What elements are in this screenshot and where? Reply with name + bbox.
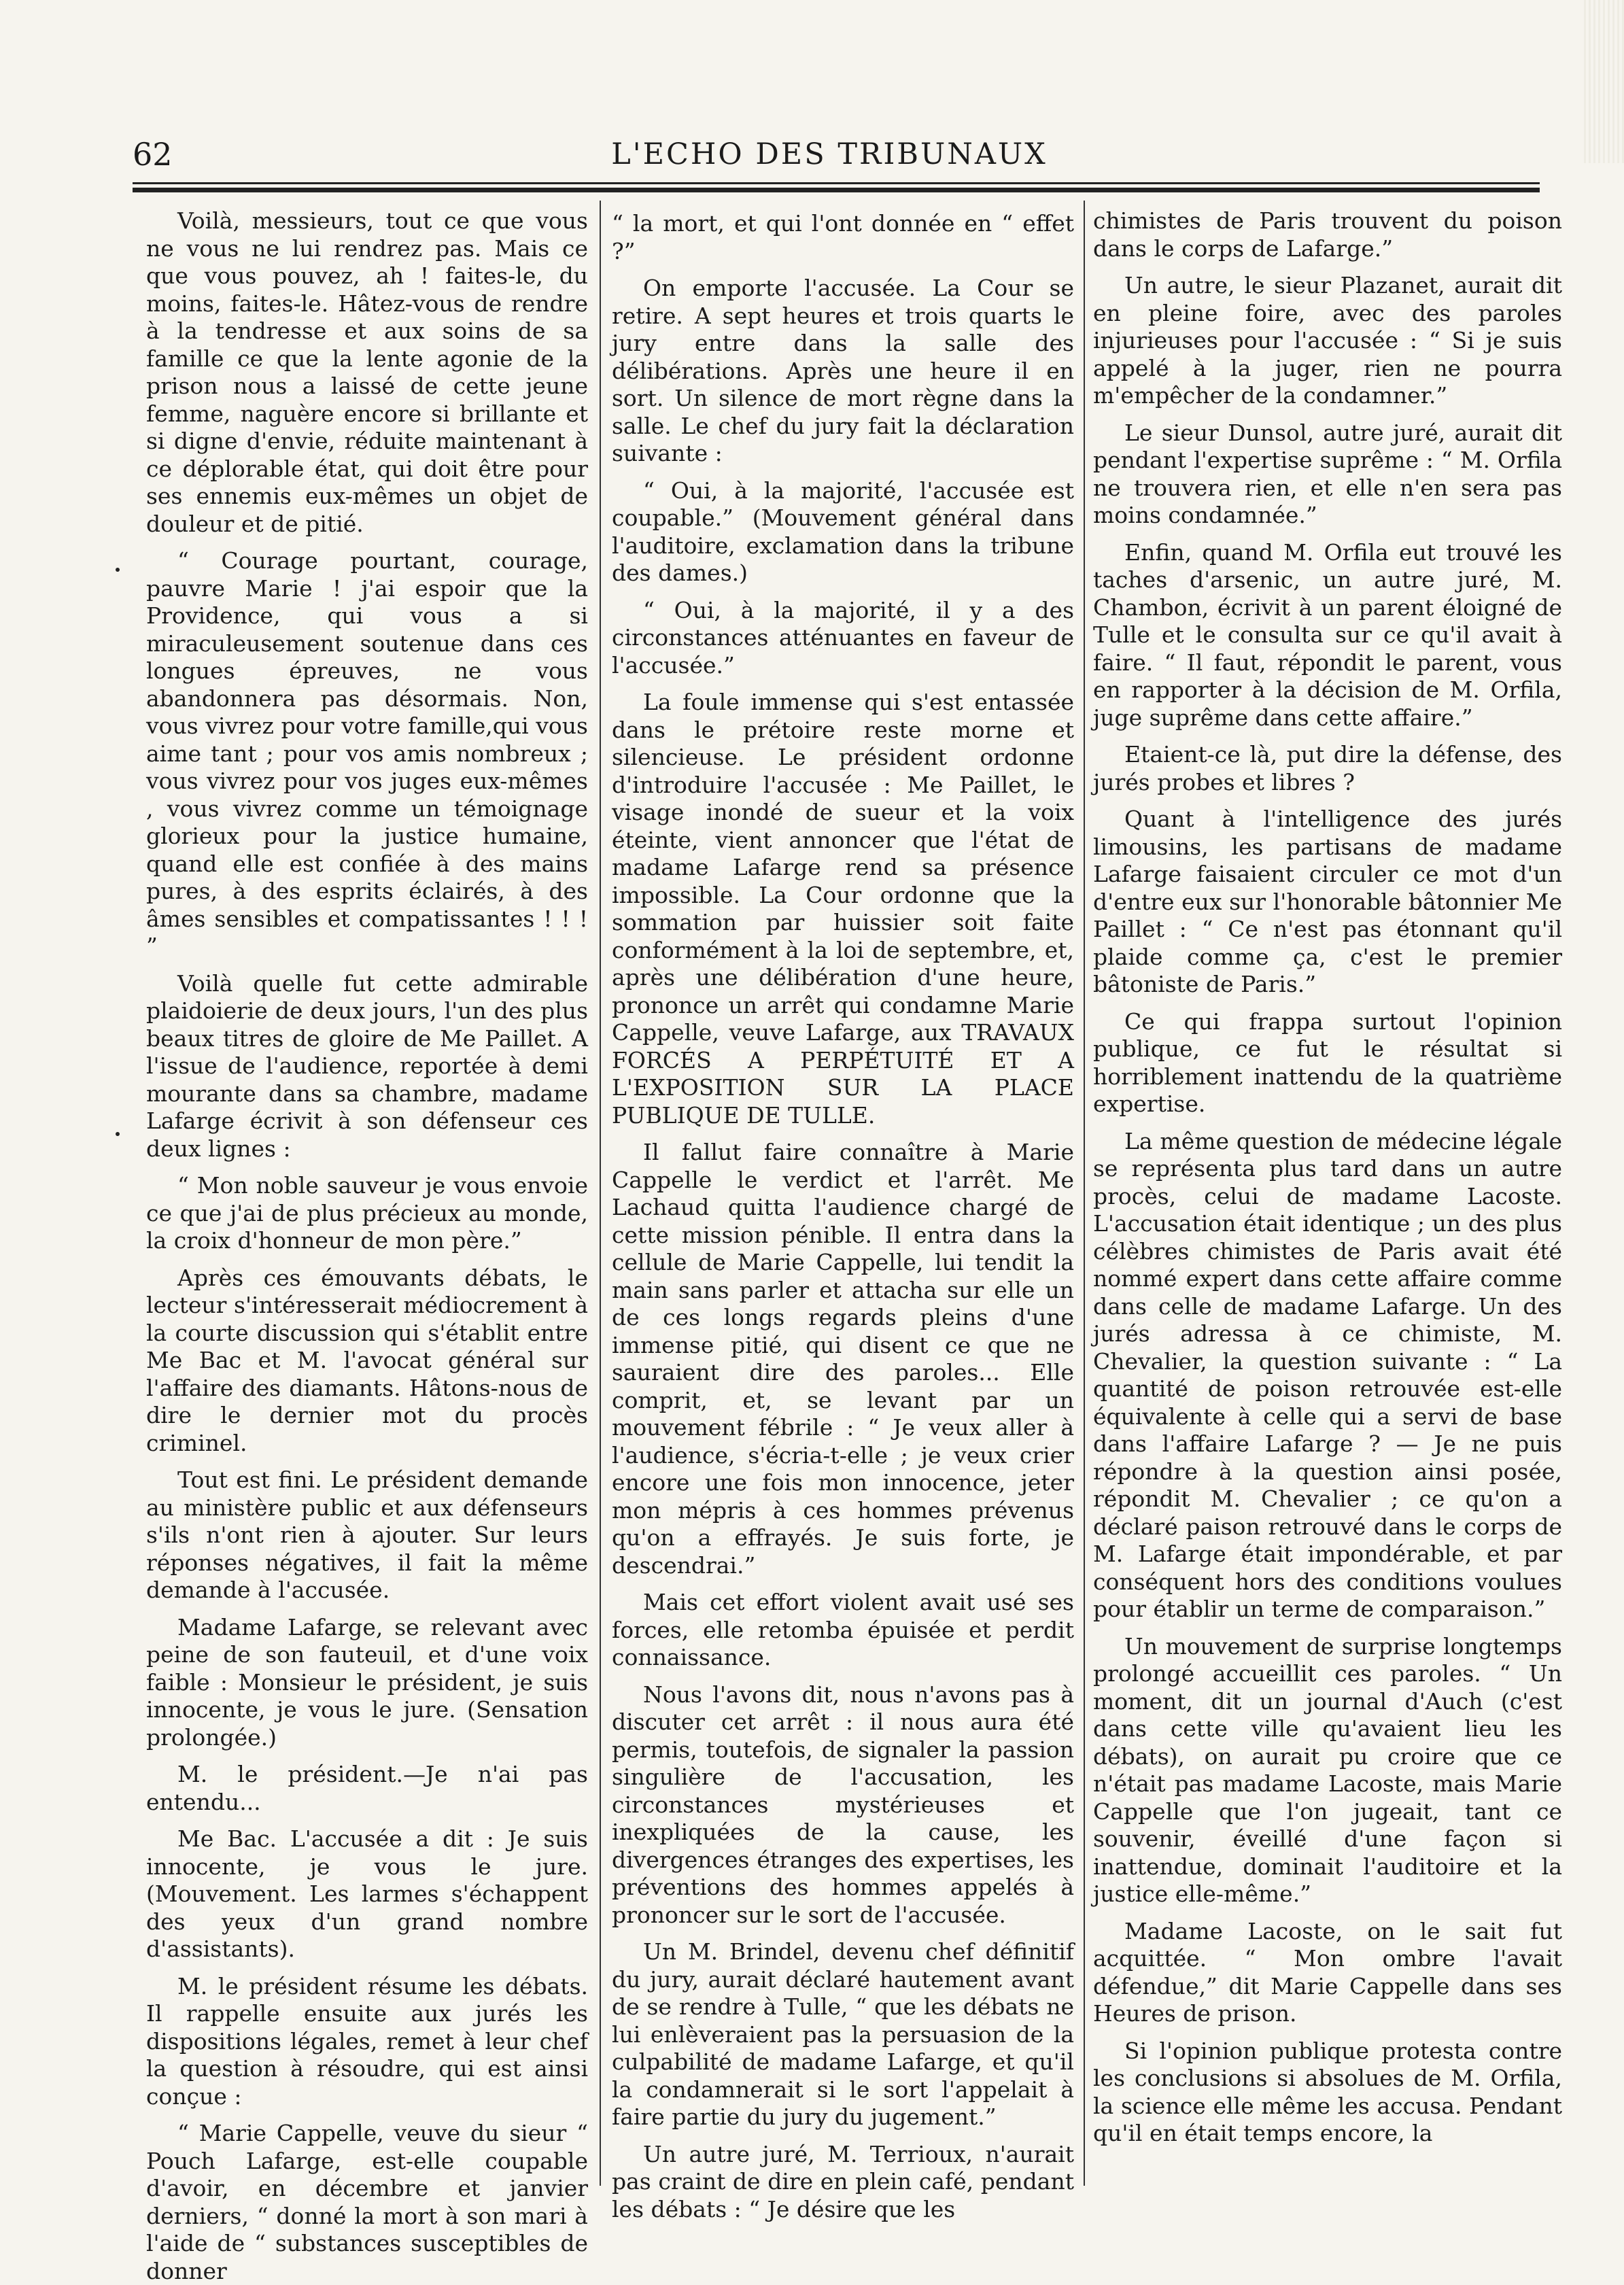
page-number: 62 (133, 136, 173, 173)
paragraph: Voilà quelle fut cette admirable plaidoierie de deux jours, l'un des plus beaux titres de gloire de Me Paillet. A l'issue de l'audience, reportée à demi mourante dans sa chambre, madame Lafarge écrivit à son défenseur ces deux lignes : (146, 969, 588, 1162)
paragraph: Enfin, quand M. Orfila eut trouvé les taches d'arsenic, un autre juré, M. Chambon, écrivit à un parent éloigné de Tulle et le consulta sur ce qu'il avait à faire. “ Il faut, répondit le parent, vous en rapporter à la décision de M. Orfila, juge suprême dans cette affaire.” (1093, 538, 1562, 731)
paragraph: Mais cet effort violent avait usé ses forces, elle retomba épuisée et perdit connaissance. (612, 1589, 1074, 1670)
paragraph: Un M. Brindel, devenu chef définitif du jury, aurait déclaré hautement avant de se rendre à Tulle, “ que les débats ne lui enlèveraient pas la persuasion de la culpabilité de madame Lafarge, et qu'il la condamnerait si le sort l'appelait à faire partie du jury du jugement.” (612, 1938, 1074, 2130)
paragraph: “ Oui, à la majorité, l'accusée est coupable.” (Mouvement général dans l'auditoire, exclamation dans la tribune des dames.) (612, 477, 1074, 586)
paragraph: Un autre, le sieur Plazanet, aurait dit en pleine foire, avec des paroles injurieuses pour l'accusée : “ Si je suis appelé à la juger, rien ne pourra m'empêcher de la condamner.” (1093, 272, 1562, 409)
paragraph: Voilà, messieurs, tout ce que vous ne vous ne lui rendrez pas. Mais ce que vous pouvez, ah ! faites-le, du moins, faites-le. Hâtez-vous de rendre à la tendresse et aux soins de sa famille ce que la lente agonie de la prison nous a laissé de cette jeune femme, naguère encore si brillante et si digne d'envie, réduite maintenant à ce déplorable état, qui doit être pour ses ennemis eux-mêmes un objet de douleur et de pitié. (146, 207, 588, 537)
text-column-middle (612, 207, 1074, 2222)
page-edge-shadow (1584, 0, 1624, 163)
paragraph: Quant à l'intelligence des jurés limousins, les partisans de madame Lafarge faisaient circuler ce mot d'un d'entre eux sur l'honorable bâtonnier Me Paillet : “ Ce n'est pas étonnant qu'il plaide comme ça, c'est le premier bâtoniste de Paris.” (1093, 806, 1562, 997)
paragraph: Me Bac. L'accusée a dit : Je suis innocente, je vous le jure. (Mouvement. Les larmes s'échappent des yeux d'un grand nombre d'assistants). (146, 1825, 588, 1962)
paragraph: Le sieur Dunsol, autre juré, aurait dit pendant l'expertise suprême : “ M. Orfila ne trouvera rien, et elle n'en sera pas moins condamnée.” (1093, 419, 1562, 528)
paragraph: M. le président.—Je n'ai pas entendu... (146, 1761, 588, 1815)
paragraph: Nous l'avons dit, nous n'avons pas à discuter cet arrêt : il nous aura été permis, toutefois, de signaler la passion singulière de l'accusation, les circonstances mystérieuses et inexpliquées de la cause, les divergences étranges des expertises, les préventions des hommes appelés à prononcer sur le sort de l'accusée. (612, 1681, 1074, 1928)
paragraph: La foule immense qui s'est entassée dans le prétoire reste morne et silencieuse. Le président ordonne d'introduire l'accusée : Me Paillet, le visage inondé de sueur et la voix éteinte, vient annoncer que l'état de madame Lafarge rend sa présence impossible. La Cour ordonne que la sommation par huissier soit faite conformément à la loi de septembre, et, après une délibération d'une heure, prononce un arrêt qui condamne Marie Cappelle, veuve Lafarge, aux TRAVAUX FORCÉS A PERPÉTUITÉ ET A L'EXPOSITION SUR LA PLACE PUBLIQUE DE TULLE. (612, 689, 1074, 1129)
margin-speck (116, 568, 120, 572)
header-rule-thick (133, 188, 1540, 192)
text-column-right (1093, 207, 1562, 2182)
paragraph: chimistes de Paris trouvent du poison dans le corps de Lafarge.” (1093, 207, 1562, 262)
journal-title: L'ECHO DES TRIBUNAUX (611, 137, 1048, 171)
paragraph: Il fallut faire connaître à Marie Cappelle le verdict et l'arrêt. Me Lachaud quitta l'audience chargé de cette mission pénible. Il entra dans la cellule de Marie Cappelle, lui tendit la main sans parler et attacha sur elle un de ces longs regards pleins d'une immense pitié, qui disent ce que ne sauraient dire des paroles... Elle comprit, et, se levant par un mouvement fébrile : “ Je veux aller à l'audience, s'écria-t-elle ; je veux crier encore une fois mon innocence, jeter mon mépris à ces hommes prévenus qu'on a effrayés. Je suis forte, je descendrai.” (612, 1139, 1074, 1579)
paragraph: M. le président résume les débats. Il rappelle ensuite aux jurés les dispositions légales, remet à leur chef la question à résoudre, qui est ainsi conçue : (146, 1972, 588, 2110)
paragraph: Un autre juré, M. Terrioux, n'aurait pas craint de dire en plein café, pendant les débats : “ Je désire que les (612, 2140, 1074, 2222)
column-divider (1084, 201, 1085, 2186)
paragraph: Si l'opinion publique protesta contre les conclusions si absolues de M. Orfila, la science elle même les accusa. Pendant qu'il en était temps encore, la (1093, 2037, 1562, 2146)
paragraph: “ Courage pourtant, courage, pauvre Marie ! j'ai espoir que la Providence, qui vous a si miraculeusement soutenue dans ces longues épreuves, ne vous abandonnera pas désormais. Non, vous vivrez pour votre famille,qui vous aime tant ; pour vos amis nombreux ; vous vivrez pour vos juges eux-mêmes , vous vivrez comme un témoignage glorieux pour la justice humaine, quand elle est confiée à des mains pures, à des esprits éclairés, à des âmes sensibles et compatissantes ! ! ! ” (146, 547, 588, 959)
paragraph: Tout est fini. Le président demande au ministère public et aux défenseurs s'ils n'ont rien à ajouter. Sur leurs réponses négatives, il fait la même demande à l'accusée. (146, 1466, 588, 1603)
column-divider (600, 201, 601, 2186)
quotation: “ Mon noble sauveur je vous envoie ce que j'ai de plus précieux au monde, la croix d'honneur de mon père.” (146, 1172, 588, 1254)
paragraph: Madame Lafarge, se relevant avec peine de son fauteuil, et d'une voix faible : Monsieur le président, je suis innocente, je vous le jure. (Sensation prolongée.) (146, 1613, 588, 1751)
text-column-left (146, 207, 588, 2284)
paragraph: “ Oui, à la majorité, il y a des circonstances atténuantes en faveur de l'accusée.” (612, 596, 1074, 678)
margin-speck (116, 1132, 120, 1136)
paragraph: On emporte l'accusée. La Cour se retire. A sept heures et trois quarts le jury entre dans la salle des délibérations. Après une heure il en sort. Un silence de mort règne dans la salle. Le chef du jury fait la déclaration suivante : (612, 275, 1074, 466)
page-header (133, 129, 1526, 177)
paragraph: Après ces émouvants débats, le lecteur s'intéresserait médiocrement à la courte discussion qui s'établit entre Me Bac et M. l'avocat général sur l'affaire des diamants. Hâtons-nous de dire le dernier mot du procès criminel. (146, 1264, 588, 1456)
paragraph: Un mouvement de surprise longtemps prolongé accueillit ces paroles. “ Un moment, dit un journal d'Auch (c'est dans cette ville qu'avaient lieu les débats), on aurait pu croire que ce n'était pas madame Lacoste, mais Marie Cappelle que l'on jugeait, tant ce souvenir, éveillé d'une façon si inattendue, dominait l'auditoire et la justice elle-même.” (1093, 1632, 1562, 1907)
paragraph: La même question de médecine légale se représenta plus tard dans un autre procès, celui de madame Lacoste. L'accusation était identique ; un des plus célèbres chimistes de Paris avait été nommé expert dans cette affaire comme dans celle de madame Lafarge. Un des jurés adressa à ce chimiste, M. Chevalier, la question suivante : “ La quantité de poison retrouvée est-elle équivalente à celle qui a servi de base dans l'affaire Lafarge ? — Je ne puis répondre à la question ainsi posée, répondit M. Chevalier ; ce qu'on a déclaré paison retrouvé dans le corps de M. Lafarge était impondérable, et par conséquent hors des conditions voulues pour établir un terme de comparaison.” (1093, 1127, 1562, 1622)
paragraph: Ce qui frappa surtout l'opinion publique, ce fut le résultat si horriblement inattendu de la quatrième expertise. (1093, 1008, 1562, 1117)
header-rule-thin (133, 182, 1540, 184)
quotation: “ Marie Cappelle, veuve du sieur “ Pouch Lafarge, est-elle coupable d'avoir, en décembre et janvier derniers, “ donné la mort à son mari à l'aide de “ substances susceptibles de donner (146, 2120, 588, 2284)
paragraph: Madame Lacoste, on le sait fut acquittée. “ Mon ombre l'avait défendue,” dit Marie Cappelle dans ses Heures de prison. (1093, 1917, 1562, 2027)
quotation: “ la mort, et qui l'ont donnée en “ effet ?” (612, 210, 1074, 264)
paragraph: Etaient-ce là, put dire la défense, des jurés probes et libres ? (1093, 741, 1562, 795)
